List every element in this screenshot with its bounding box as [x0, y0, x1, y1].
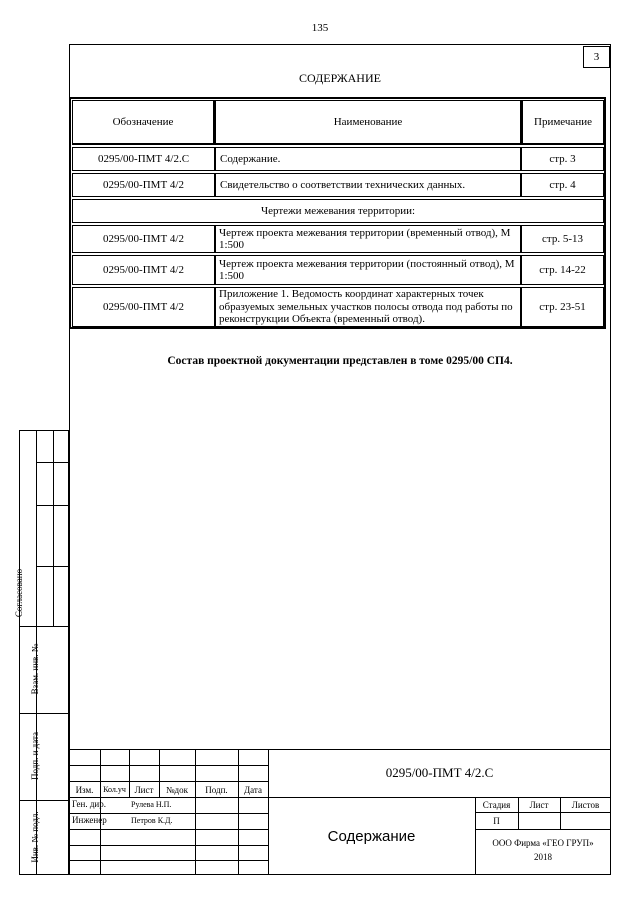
side-label-inv: Инв. № подл. — [30, 811, 40, 863]
row-6-code: 0295/00-ПМТ 4/2 — [72, 287, 215, 327]
page-number: 135 — [311, 22, 329, 34]
row-5-note: стр. 14-22 — [521, 255, 604, 285]
stamp-header-list: Лист — [134, 784, 154, 795]
stamp-role-2: Инженер — [72, 815, 107, 825]
contents-table — [69, 97, 606, 329]
side-label-vzam: Взам. инв. № — [30, 643, 40, 695]
side-label-podp: Подп. и дата — [30, 731, 40, 781]
stamp-role-1: Ген. дир. — [72, 799, 106, 809]
stamp-doc-code: 0295/00-ПМТ 4/2.С — [385, 765, 494, 780]
header-designation: Обозначение — [72, 100, 215, 145]
stamp-person-2: Петров К.Д. — [131, 816, 173, 825]
side-label-agreed: Согласовано — [14, 568, 24, 618]
sheet-number: 3 — [593, 51, 600, 63]
stamp-header-izm: Изм. — [75, 784, 94, 795]
row-4-note: стр. 5-13 — [521, 225, 604, 253]
stamp-stage-value: П — [493, 816, 500, 826]
row-5-name: Чертеж проекта межевания территории (постоянный отвод), М 1:500 — [215, 255, 521, 285]
row-4-code: 0295/00-ПМТ 4/2 — [72, 225, 215, 253]
stamp-sheet-label: Лист — [529, 799, 549, 810]
stamp-stage-label: Стадия — [482, 799, 511, 810]
row-2-name: Свидетельство о соответствии технических данных. — [215, 173, 521, 197]
row-5-code: 0295/00-ПМТ 4/2 — [72, 255, 215, 285]
row-6-note: стр. 23-51 — [521, 287, 604, 327]
row-2-code: 0295/00-ПМТ 4/2 — [72, 173, 215, 197]
stamp-header-data: Дата — [244, 784, 262, 795]
header-note: Примечание — [521, 100, 604, 145]
row-1-name: Содержание. — [215, 147, 521, 171]
stamp-doc-title: Содержание — [327, 827, 416, 845]
stamp-header-podp: Подп. — [205, 784, 228, 795]
row-4-name: Чертеж проекта межевания территории (временный отвод), М 1:500 — [215, 225, 521, 253]
stamp-person-1: Рулева Н.П. — [131, 800, 172, 809]
stamp-company: ООО Фирма «ГЕО ГРУП» — [492, 838, 594, 848]
stamp-year: 2018 — [534, 852, 552, 862]
section-heading: Чертежи межевания территории: — [72, 199, 604, 223]
row-1-code: 0295/00-ПМТ 4/2.С — [72, 147, 215, 171]
row-2-note: стр. 4 — [521, 173, 604, 197]
stamp-header-ndok: №док — [165, 784, 189, 795]
composition-note: Состав проектной документации представлен в томе 0295/00 СП4. — [167, 355, 513, 367]
stamp-header-koluch: Кол.уч — [103, 785, 126, 794]
header-name: Наименование — [215, 100, 521, 145]
sheet-number-box — [583, 46, 610, 68]
row-6-name: Приложение 1. Ведомость координат характерных точек образуемых земельных участков полосы отвода под работы по реконструкции Объекта (временный отвод). — [215, 287, 521, 327]
side-strip — [19, 430, 69, 875]
stamp-sheets-label: Листов — [571, 799, 600, 810]
page-title: СОДЕРЖАНИЕ — [299, 71, 381, 85]
row-1-note: стр. 3 — [521, 147, 604, 171]
